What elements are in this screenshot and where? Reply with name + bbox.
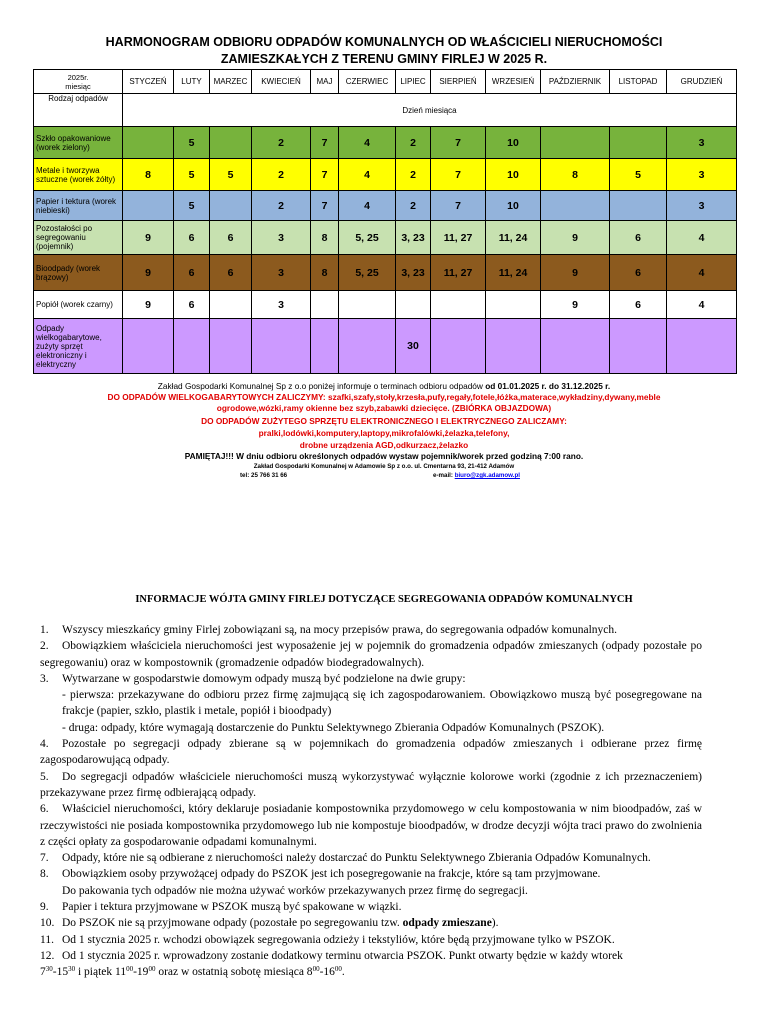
pickup-day-cell: 30 [396, 319, 431, 374]
pszok-hours [40, 964, 702, 980]
pickup-day-cell: 10 [486, 191, 541, 221]
pickup-day-cell: 7 [431, 191, 486, 221]
info-item-number: 5. [40, 770, 49, 783]
pickup-day-cell: 7 [431, 127, 486, 159]
pickup-day-cell: 6 [610, 291, 667, 319]
pickup-day-cell [210, 191, 252, 221]
corner-year: 2025r. [67, 72, 89, 82]
info-item [40, 720, 702, 736]
electro-waste-items-2: drobne urządzenia AGD,odkurzacz,żelazko [299, 440, 469, 450]
waste-type-label: Szkło opakowaniowe (worek zielony) [34, 127, 123, 159]
pickup-day-cell: 3, 23 [396, 221, 431, 255]
month-header: LISTOPAD [610, 70, 667, 94]
pickup-day-cell: 4 [667, 221, 737, 255]
info-item-text: Do PSZOK nie są przyjmowane odpady (pozostałe po segregowaniu tzw. [62, 917, 400, 930]
info-item-number: 3. [40, 672, 49, 685]
pickup-day-cell [396, 291, 431, 319]
month-header: SIERPIEŃ [431, 70, 486, 94]
pickup-day-cell: 10 [486, 159, 541, 191]
reminder-text: PAMIĘTAJ!!! W dniu odbioru określonych odpadów wystaw pojemnik/worek przed godziną 7:00 rano. [184, 451, 584, 461]
pickup-day-cell [541, 319, 610, 374]
month-header: MARZEC [210, 70, 252, 94]
pickup-day-cell: 4 [339, 159, 396, 191]
type-header: Rodzaj odpadów [34, 94, 123, 127]
pickup-day-cell [210, 127, 252, 159]
info-item [40, 866, 702, 882]
pickup-day-cell: 8 [311, 255, 339, 291]
mixed-waste-bold: odpady zmieszane [402, 917, 492, 930]
notice-intro [0, 381, 768, 392]
bulky-waste-items: szafki,szafy,stoły,krzesła,pufy,regały,fotele,łóżka,materace,wykładziny,dywany,meble ogrodowe,wózki,ramy okienne bez szyb,zabawki dziecięce. (ZBIÓRKA OBJAZDOWA) [216, 392, 661, 413]
pickup-day-cell [210, 319, 252, 374]
info-item-number: 11. [40, 933, 54, 946]
pickup-day-cell [210, 291, 252, 319]
pickup-day-cell: 9 [123, 255, 174, 291]
corner-month: miesiąc [65, 81, 91, 91]
company-email-row [433, 472, 520, 480]
info-item-text: Do pakowania tych odpadów nie można używać worków przekazywanych przez firmę do segregacji. [62, 884, 528, 897]
month-header-row [34, 70, 737, 94]
pickup-day-cell [541, 191, 610, 221]
hour-text: -15 [52, 966, 69, 979]
info-item-text: Obowiązkiem właściciela nieruchomości jest wyposażenie jej w pojemnik do gromadzenia odpadów zmieszanych (odpady pozostałe po segregowaniu) oraz w kompostownik (gromadzenie odpadów biodegradowalnych). [40, 640, 702, 669]
notice-intro-text: Zakład Gospodarki Komunalnej Sp z o.o poniżej informuje o terminach odbioru odpadów [157, 381, 483, 391]
info-item [40, 671, 702, 687]
pickup-day-cell [123, 127, 174, 159]
info-item [40, 801, 702, 850]
pickup-day-cell: 3 [667, 191, 737, 221]
pickup-day-cell: 6 [610, 221, 667, 255]
pickup-day-cell: 5 [610, 159, 667, 191]
month-header: WRZESIEŃ [486, 70, 541, 94]
month-header: PAŹDZIERNIK [541, 70, 610, 94]
waste-type-label: Bioodpady (worek brązowy) [34, 255, 123, 291]
pickup-day-cell: 9 [123, 221, 174, 255]
pickup-day-cell: 3 [252, 221, 311, 255]
pickup-day-cell: 11, 27 [431, 255, 486, 291]
corner-cell [34, 70, 123, 94]
pickup-day-cell [174, 319, 210, 374]
waste-row [34, 127, 737, 159]
pickup-day-cell [311, 291, 339, 319]
pickup-day-cell: 5 [174, 127, 210, 159]
info-item-number: 1. [40, 624, 49, 636]
pickup-day-cell: 2 [252, 127, 311, 159]
month-header: CZERWIEC [339, 70, 396, 94]
info-item [40, 899, 702, 915]
hour-minutes: 00 [312, 965, 320, 974]
info-item-text: Wytwarzane w gospodarstwie domowym odpady muszą być podzielone na dwie grupy: [62, 672, 466, 685]
pickup-day-cell [339, 291, 396, 319]
pickup-day-cell: 9 [541, 221, 610, 255]
pickup-day-cell [311, 319, 339, 374]
pickup-day-cell: 2 [396, 191, 431, 221]
hour-text: -19 [133, 966, 149, 979]
info-title: INFORMACJE WÓJTA GMINY FIRLEJ DOTYCZĄCE SEGREGOWANIA ODPADÓW KOMUNALNYCH [135, 594, 633, 605]
pickup-day-cell [252, 319, 311, 374]
info-item [40, 850, 702, 866]
schedule-title-line1: HARMONOGRAM ODBIORU ODPADÓW KOMUNALNYCH OD WŁAŚCICIELI NIERUCHOMOŚCI [105, 35, 663, 49]
hour-minutes: 30 [68, 965, 76, 974]
pickup-day-cell: 4 [667, 255, 737, 291]
pickup-day-cell: 5, 25 [339, 255, 396, 291]
pickup-day-cell: 8 [541, 159, 610, 191]
info-item-number: 6. [40, 803, 49, 816]
pickup-day-cell: 9 [123, 291, 174, 319]
pickup-day-cell [431, 291, 486, 319]
info-item [40, 883, 702, 899]
pickup-day-cell: 3, 23 [396, 255, 431, 291]
waste-type-label: Papier i tektura (worek niebieski) [34, 191, 123, 221]
day-header-row [34, 94, 737, 127]
month-header: KWIECIEŃ [252, 70, 311, 94]
hour-text: . [341, 966, 345, 979]
info-item-text: Papier i tektura przyjmowane w PSZOK muszą być spakowane w wiązki. [62, 901, 402, 914]
pickup-day-cell: 6 [174, 255, 210, 291]
info-item-text: Wszyscy mieszkańcy gminy Firlej zobowiązani są, na mocy przepisów prawa, do segregowania odpadów komunalnych. [62, 624, 618, 636]
waste-type-label: Metale i tworzywa sztuczne (worek żółty) [34, 159, 123, 191]
info-item-number: 10. [40, 917, 55, 930]
pickup-day-cell: 4 [339, 127, 396, 159]
email-link[interactable]: biuro@zgk.adamow.pl [454, 472, 520, 479]
info-item-text: - pierwsza: przekazywane do odbioru przez firmę zajmującą się ich zagospodarowaniem. Obowiązkowo muszą być posegregowane na frakcje (papier, szkło, plastik i metale, popiół i bioodpady) [62, 689, 702, 718]
email-label: e-mail: [433, 472, 453, 479]
pickup-day-cell: 2 [396, 127, 431, 159]
info-item-number: 7. [40, 852, 49, 865]
month-header: LUTY [174, 70, 210, 94]
info-item [40, 687, 702, 720]
pickup-day-cell: 3 [252, 255, 311, 291]
pickup-day-cell: 6 [174, 221, 210, 255]
info-item [40, 769, 702, 802]
info-item [40, 932, 702, 948]
pickup-day-cell: 11, 24 [486, 221, 541, 255]
pickup-day-cell: 4 [339, 191, 396, 221]
hour-minutes: 30 [45, 965, 53, 974]
info-item-number: 8. [40, 868, 49, 881]
pickup-day-cell: 5 [210, 159, 252, 191]
company-address: Zakład Gospodarki Komunalnej w Adamowie Sp z o.o. ul. Cmentarna 93, 21-412 Adamów [253, 463, 515, 470]
info-item-text: Do segregacji odpadów właściciele nieruchomości muszą wykorzystywać wyłącznie kolorowe worki (zgodnie z ich przeznaczeniem) przekazywane przez firmę odbierającą odpady. [40, 770, 702, 799]
info-item [40, 915, 702, 931]
waste-row [34, 319, 737, 374]
schedule-table [33, 69, 737, 374]
pickup-day-cell [123, 191, 174, 221]
month-header: GRUDZIEŃ [667, 70, 737, 94]
pickup-day-cell [541, 127, 610, 159]
pickup-day-cell: 8 [311, 221, 339, 255]
info-item-text: Odpady, które nie są odbierane z nieruchomości należy dostarczać do Punktu Selektywnego Zbierania Odpadów Komunalnych. [62, 852, 651, 865]
notice-intro-dates: od 01.01.2025 r. do 31.12.2025 r. [485, 381, 611, 391]
pickup-day-cell: 10 [486, 127, 541, 159]
electro-waste-label: DO ODPADÓW ZUŻYTEGO SPRZĘTU ELEKTRONICZNEGO I ELEKTRYCZNEGO ZALICZAMY: [201, 416, 567, 426]
pickup-day-cell: 3 [252, 291, 311, 319]
waste-row [34, 291, 737, 319]
pickup-day-cell: 9 [541, 255, 610, 291]
bulky-waste-info [80, 392, 688, 414]
waste-row [34, 221, 737, 255]
info-list [40, 622, 702, 981]
pickup-day-cell [610, 191, 667, 221]
info-item [40, 638, 702, 671]
day-header: Dzień miesiąca [123, 94, 737, 127]
info-item [40, 948, 702, 981]
pickup-day-cell: 5, 25 [339, 221, 396, 255]
waste-type-label: Odpady wielkogabarytowe, zużyty sprzęt elektroniczny i elektryczny [34, 319, 123, 374]
electro-waste-items-1: pralki,lodówki,komputery,laptopy,mikrofalówki,żelazka,telefony, [258, 428, 510, 438]
pickup-day-cell: 8 [123, 159, 174, 191]
waste-row [34, 159, 737, 191]
pickup-day-cell: 7 [431, 159, 486, 191]
hour-minutes: 00 [334, 965, 342, 974]
pickup-day-cell: 2 [396, 159, 431, 191]
pickup-day-cell: 6 [210, 221, 252, 255]
info-item [40, 736, 702, 769]
pickup-day-cell [486, 319, 541, 374]
pickup-day-cell: 4 [667, 291, 737, 319]
info-item-text: Od 1 stycznia 2025 r. wprowadzony zostanie dodatkowy terminu otwarcia PSZOK. Punkt otwarty będzie w każdy wtorek [62, 949, 623, 962]
pickup-day-cell: 6 [210, 255, 252, 291]
pickup-day-cell: 7 [311, 191, 339, 221]
waste-row [34, 255, 737, 291]
hour-text: i piątek 11 [75, 966, 127, 979]
pickup-day-cell: 3 [667, 127, 737, 159]
pickup-day-cell: 5 [174, 191, 210, 221]
bulky-waste-label: DO ODPADÓW WIELKOGABARYTOWYCH ZALICZYMY: [107, 392, 326, 402]
hour-text: 7 [40, 966, 46, 979]
month-header: MAJ [311, 70, 339, 94]
item10-end: ). [491, 917, 499, 930]
waste-type-label: Pozostałości po segregowaniu (pojemnik) [34, 221, 123, 255]
info-item-text: - druga: odpady, które wymagają dostarczenie do Punktu Selektywnego Zbierania Odpadów Komunalnych (PSZOK). [62, 721, 605, 734]
info-item [40, 622, 702, 638]
pickup-day-cell: 11, 24 [486, 255, 541, 291]
info-item-number: 4. [40, 738, 49, 751]
info-item-text: Od 1 stycznia 2025 r. wchodzi obowiązek segregowania odzieży i tekstyliów, które będą przyjmowane tylko w PSZOK. [62, 933, 615, 946]
schedule-title-line2: ZAMIESZKAŁYCH Z TERENU GMINY FIRLEJ W 2025 R. [220, 52, 548, 66]
pickup-day-cell [123, 319, 174, 374]
hour-text: oraz w ostatnią sobotę miesiąca 8 [155, 966, 313, 979]
company-phone: tel: 25 766 31 66 [240, 472, 288, 479]
month-header: LIPIEC [396, 70, 431, 94]
pickup-day-cell: 2 [252, 159, 311, 191]
pickup-day-cell: 3 [667, 159, 737, 191]
waste-type-label: Popiół (worek czarny) [34, 291, 123, 319]
info-item-number: 12. [40, 949, 55, 962]
pickup-day-cell: 7 [311, 159, 339, 191]
pickup-day-cell [610, 319, 667, 374]
pickup-day-cell [339, 319, 396, 374]
pickup-day-cell: 6 [174, 291, 210, 319]
pickup-day-cell: 9 [541, 291, 610, 319]
pickup-day-cell: 11, 27 [431, 221, 486, 255]
pickup-day-cell: 7 [311, 127, 339, 159]
pickup-day-cell [667, 319, 737, 374]
month-header: STYCZEŃ [123, 70, 174, 94]
pickup-day-cell: 2 [252, 191, 311, 221]
pickup-day-cell [486, 291, 541, 319]
hour-minutes: 00 [148, 965, 156, 974]
pickup-day-cell: 6 [610, 255, 667, 291]
hour-text: -16 [319, 966, 335, 979]
info-item-text: Pozostałe po segregacji odpady zbierane są w pojemnikach do gromadzenia odpadów zmieszanych i odbierane przez firmę zagospodarowującą odpady. [40, 738, 702, 767]
hour-minutes: 00 [126, 965, 134, 974]
info-item-number: 9. [40, 901, 49, 914]
pickup-day-cell [610, 127, 667, 159]
pickup-day-cell [431, 319, 486, 374]
waste-row [34, 191, 737, 221]
info-item-text: Właściciel nieruchomości, który deklaruje posiadanie kompostownika przydomowego w celu kompostowania w nim bioodpadów, zaś w rzeczywistości nie posiada kompostownika przydomowego lub nie kompostuje bioodpadów, w drodze decyzji wójta traci prawo do zwolnienia z części opłaty za gospodarowanie odpadami komunalnymi. [40, 803, 702, 848]
pickup-day-cell: 5 [174, 159, 210, 191]
info-item-number: 2. [40, 640, 49, 653]
info-item-text: Obowiązkiem osoby przywożącej odpady do PSZOK jest ich posegregowanie na frakcje, które są tam przyjmowane. [62, 868, 601, 881]
